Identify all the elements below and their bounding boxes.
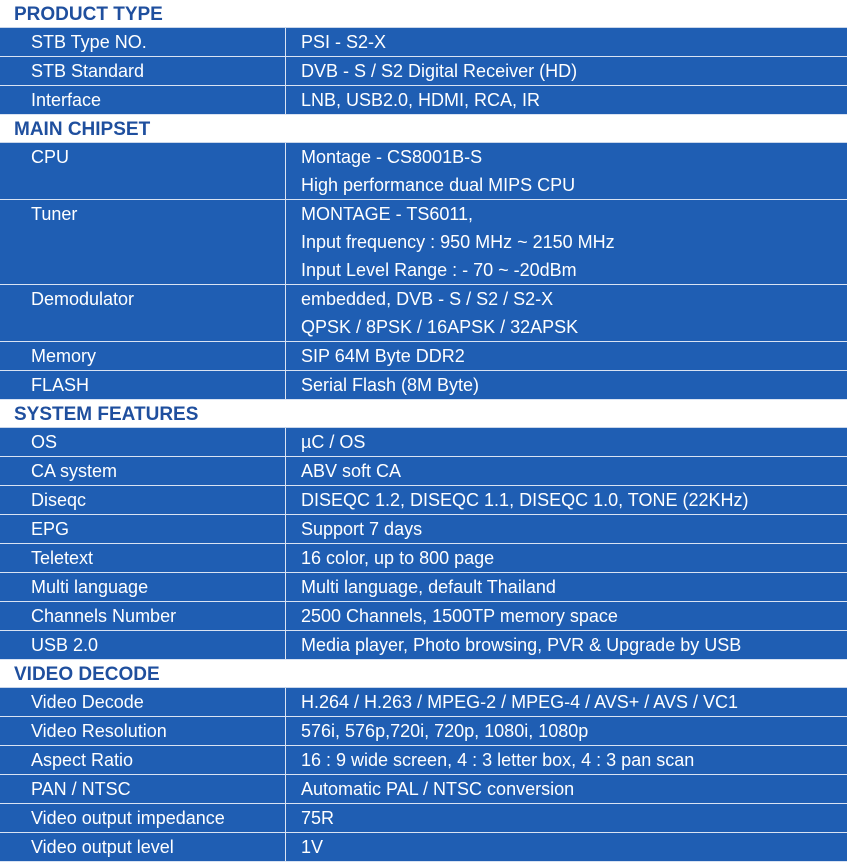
spec-label-text: CA system: [31, 461, 118, 481]
spec-label: [0, 486, 286, 514]
spec-value-line: MONTAGE - TS6011,: [301, 204, 474, 224]
spec-label: [0, 775, 286, 803]
spec-label: [0, 833, 286, 861]
spec-row-flash: [0, 371, 847, 400]
spec-row-demodulator: [0, 285, 847, 342]
spec-value-line: Multi language, default Thailand: [301, 577, 556, 597]
spec-label: [0, 746, 286, 774]
spec-value: [286, 285, 847, 341]
spec-label: [0, 688, 286, 716]
spec-label: [0, 200, 286, 284]
spec-value-line: QPSK / 8PSK / 16APSK / 32APSK: [301, 317, 579, 337]
spec-value: [286, 833, 847, 861]
spec-label-text: STB Standard: [31, 61, 145, 81]
spec-label: [0, 428, 286, 456]
spec-row-memory: [0, 342, 847, 371]
spec-label-text: FLASH: [31, 375, 90, 395]
spec-value-line: High performance dual MIPS CPU: [301, 175, 576, 195]
spec-label: [0, 631, 286, 659]
spec-value-line: DISEQC 1.2, DISEQC 1.1, DISEQC 1.0, TONE (22KHz): [301, 490, 749, 510]
spec-value-line: SIP 64M Byte DDR2: [301, 346, 465, 366]
spec-value-line: Support 7 days: [301, 519, 423, 539]
spec-label-text: Channels Number: [31, 606, 177, 626]
spec-value-line: embedded, DVB - S / S2 / S2-X: [301, 289, 554, 309]
spec-row-pan-ntsc: [0, 775, 847, 804]
spec-label-text: EPG: [31, 519, 70, 539]
spec-label-text: Aspect Ratio: [31, 750, 134, 770]
spec-label: [0, 804, 286, 832]
spec-value-line: DVB - S / S2 Digital Receiver (HD): [301, 61, 578, 81]
spec-value: [286, 428, 847, 456]
spec-value: [286, 200, 847, 284]
spec-value-line: PSI - S2-X: [301, 32, 387, 52]
spec-value: [286, 804, 847, 832]
spec-label: [0, 285, 286, 341]
spec-value-line: Input frequency : 950 MHz ~ 2150 MHz: [301, 232, 615, 252]
spec-value: [286, 631, 847, 659]
spec-label: [0, 342, 286, 370]
spec-value: [286, 602, 847, 630]
spec-label-text: OS: [31, 432, 58, 452]
spec-row-cpu: [0, 143, 847, 200]
spec-row-os: [0, 428, 847, 457]
spec-value: [286, 57, 847, 85]
spec-row-stb-type-no: [0, 28, 847, 57]
spec-label: [0, 57, 286, 85]
spec-label: [0, 457, 286, 485]
spec-value: [286, 775, 847, 803]
spec-value-line: 16 : 9 wide screen, 4 : 3 letter box, 4 : 3 pan scan: [301, 750, 695, 770]
spec-row-teletext: [0, 544, 847, 573]
spec-value-line: Montage - CS8001B-S: [301, 147, 483, 167]
spec-value-line: µC / OS: [301, 432, 366, 452]
spec-value: [286, 86, 847, 114]
spec-value: [286, 28, 847, 56]
spec-value-line: 2500 Channels, 1500TP memory space: [301, 606, 618, 626]
spec-label-text: CPU: [31, 147, 70, 167]
spec-row-diseqc: [0, 486, 847, 515]
spec-row-channels-number: [0, 602, 847, 631]
spec-value-line: H.264 / H.263 / MPEG-2 / MPEG-4 / AVS+ / AVS / VC1: [301, 692, 739, 712]
spec-row-multi-language: [0, 573, 847, 602]
section-header-main-chipset: MAIN CHIPSET: [0, 115, 847, 143]
spec-value-line: 576i, 576p,720i, 720p, 1080i, 1080p: [301, 721, 589, 741]
spec-value-line: 75R: [301, 808, 335, 828]
spec-value-line: Serial Flash (8M Byte): [301, 375, 480, 395]
spec-value: [286, 143, 847, 199]
spec-row-tuner: [0, 200, 847, 285]
spec-row-ca-system: [0, 457, 847, 486]
spec-label-text: Video Resolution: [31, 721, 167, 741]
spec-value: [286, 371, 847, 399]
spec-row-interface: [0, 86, 847, 115]
spec-label: [0, 143, 286, 199]
spec-label-text: Demodulator: [31, 289, 135, 309]
section-header-video-decode: VIDEO DECODE: [0, 660, 847, 688]
spec-row-video-resolution: [0, 717, 847, 746]
spec-value-line: Media player, Photo browsing, PVR & Upgrade by USB: [301, 635, 742, 655]
spec-value: [286, 342, 847, 370]
spec-label-text: STB Type NO.: [31, 32, 147, 52]
spec-row-stb-standard: [0, 57, 847, 86]
spec-label-text: Memory: [31, 346, 97, 366]
spec-label-text: Video Decode: [31, 692, 144, 712]
spec-label-text: Multi language: [31, 577, 149, 597]
spec-label: [0, 371, 286, 399]
spec-value-line: LNB, USB2.0, HDMI, RCA, IR: [301, 90, 541, 110]
spec-label-text: Tuner: [31, 204, 78, 224]
spec-label-text: Interface: [31, 90, 102, 110]
spec-row-video-output-impedance: [0, 804, 847, 833]
section-header-product-type: PRODUCT TYPE: [0, 0, 847, 28]
spec-label-text: Teletext: [31, 548, 94, 568]
spec-value-line: 16 color, up to 800 page: [301, 548, 495, 568]
spec-value: [286, 515, 847, 543]
spec-label-text: Video output level: [31, 837, 174, 857]
spec-value: [286, 544, 847, 572]
spec-value-line: Automatic PAL / NTSC conversion: [301, 779, 575, 799]
spec-value: [286, 688, 847, 716]
spec-label: [0, 515, 286, 543]
spec-value: [286, 486, 847, 514]
spec-row-epg: [0, 515, 847, 544]
spec-label: [0, 717, 286, 745]
spec-label-text: Video output impedance: [31, 808, 225, 828]
spec-label: [0, 573, 286, 601]
spec-value-line: 1V: [301, 837, 324, 857]
spec-label: [0, 544, 286, 572]
spec-label: [0, 28, 286, 56]
section-header-system-features: SYSTEM FEATURES: [0, 400, 847, 428]
spec-row-aspect-ratio: [0, 746, 847, 775]
spec-row-usb-2-0: [0, 631, 847, 660]
spec-label-text: PAN / NTSC: [31, 779, 131, 799]
spec-label-text: Diseqc: [31, 490, 87, 510]
spec-value: [286, 746, 847, 774]
spec-value: [286, 573, 847, 601]
spec-value-line: Input Level Range : - 70 ~ -20dBm: [301, 260, 577, 280]
spec-label: [0, 602, 286, 630]
spec-value-line: ABV soft CA: [301, 461, 402, 481]
spec-label-text: USB 2.0: [31, 635, 99, 655]
spec-value: [286, 717, 847, 745]
spec-label: [0, 86, 286, 114]
spec-row-video-decode: [0, 688, 847, 717]
spec-row-video-output-level: [0, 833, 847, 862]
spec-value: [286, 457, 847, 485]
